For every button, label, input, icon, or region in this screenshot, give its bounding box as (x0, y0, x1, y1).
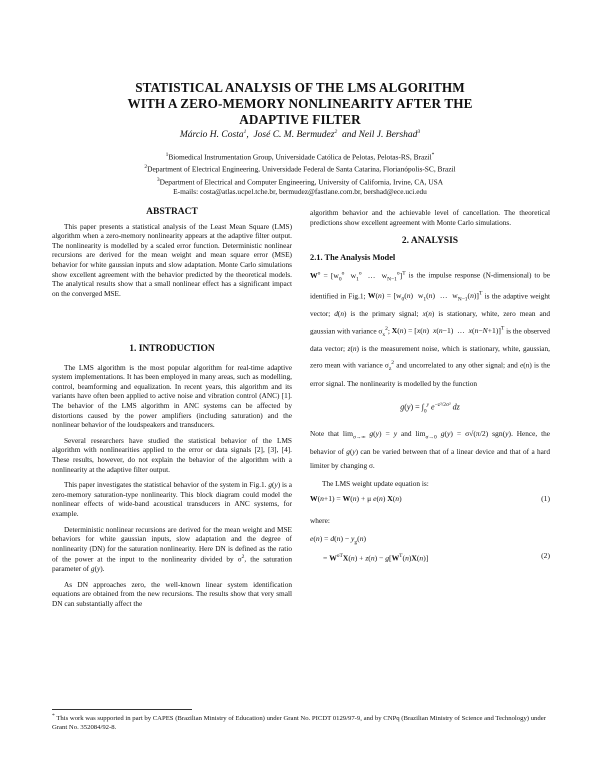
paper-title (60, 80, 540, 128)
footnote-rule (52, 709, 192, 710)
intro-section (52, 345, 292, 615)
analysis-heading: 2. ANALYSIS (401, 236, 459, 247)
intro-p4: Deterministic nonlinear recursions are derived for the mean weight and MSE behaviors for white gaussian inputs, slow adaptation and the degree of nonlinearity (DN) for the saturation nonlinearity. Here DN is defined as the ratio of the power at the input to the nonlinearity divided by $\sigma^2$, the saturation parameter of g(y). (52, 524, 292, 574)
model-description: $W^o = [w_0^o$ $w_1^o$ … $w_{N-1}^o]^T$ is the impulse response (N-dimensional) to be identified in Fig.1; $W(n) = [w_0(n)$ $w_1(n)$ … $w_{N-1}(n)]^T$ is the adaptive weight vector; d(n) is the primary signal; x(n) is stationary, white, zero mean and gaussian with variance $\sigma_x^2$; X(n) = [x(n) x(n−1) … x(n−N+1)]$^T$ is the observed data vector; z(n) is the measurement noise, which is stationary, white, gaussian, zero mean with variance $\sigma_z^2$ and uncorrelated to any other signal; and e(n) is the error signal. The nonlinearity is modelled by the function (310, 270, 551, 388)
where-label: where: (310, 516, 330, 526)
author-1-sup: 1 (243, 129, 247, 135)
author-2-sup: 2 (334, 129, 338, 135)
title-line-3: ADAPTIVE FILTER (239, 112, 361, 127)
intro-continuation: algorithm behavior and the achievable level of cancellation. The theoretical predictions show excellent agreement with Monte Carlo simulations. (310, 208, 550, 227)
affiliations (40, 150, 560, 197)
author-3: and Neil J. Bershad (341, 130, 418, 141)
abstract-heading: ABSTRACT (146, 207, 198, 217)
intro-heading: 1. INTRODUCTION (129, 344, 215, 354)
affiliation-1: $^1$Biomedical Instrumentation Group, Universidade Católica de Pelotas, Pelotas-RS, Brazil* (165, 152, 435, 162)
left-column (52, 208, 292, 304)
intro-p3: This paper investigates the statistical behavior of the system in Fig.1. g(y) is a zero-memory saturation-type nonlinearity. This block diagram could model the nonlinear effects of wide-band acoustical transducers in ANC systems, for example. (52, 480, 293, 518)
intro-p5: As DN approaches zero, the well-known linear system identification equations are obtained from the new recursions. The results show that very small DN can substantially affect the (52, 579, 292, 609)
update-intro: The LMS weight update equation is: (322, 478, 429, 488)
intro-p2: Several researchers have studied the statistical behavior of the LMS algorithm with nonlinearities applied to the error or data signals [2], [3], [4]. These results, however, do not explain the behavior of the algorithm with a nonlinearity at the adaptive filter output. (52, 435, 292, 474)
right-column (310, 208, 550, 566)
footnote: * This work was supported in part by CAPES (Brazilian Ministry of Education) under Grant No. PICDT 0129/97-9, and by CNPq (Brazilian Ministry of Science and Technology) under Grant No. 352084/92-8. (52, 713, 546, 732)
intro-p1: The LMS algorithm is the most popular algorithm for real-time adaptive system implementations. It has been employed in many areas, such as modelling, control, beamforming and equalization. In recent years, this algorithm and its variants have often been applied to active noise and vibration control (ANC) [1]. The behavior of the LMS algorithm in ANC systems can be affected by distortions caused by the power amplifiers (including saturation) and the nonlinear behavior of the loudspeakers and transducers. (52, 362, 292, 430)
affiliation-2: $^2$Department of Electrical Engineering, Universidade Federal de Santa Catarina, Florianópolis-SC, Brazil (144, 164, 456, 174)
author-2: José C. M. Bermudez (253, 130, 335, 141)
emails: E-mails: costa@atlas.ucpel.tche.br, bermudez@fastlane.com.br, bershad@ece.uci.edu (173, 187, 427, 197)
title-line-1: STATISTICAL ANALYSIS OF THE LMS ALGORITHM (135, 80, 465, 95)
equation-1: W(n+1) = W(n) + μ e(n) X(n) (1) (310, 494, 550, 504)
author-3-sup: 3 (417, 129, 421, 135)
limits-text: Note that $\lim_{\sigma\to\infty} g(y) = y$ and $\lim_{\sigma\to 0} g(y) = \sigma√(\pi/2)$ sgn(y). Hence, the behavior of g(y) can be varied between that of a linear device and that of a hard limiter by changing σ. (310, 429, 551, 470)
abstract-text: This paper presents a statistical analysis of the Least Mean Square (LMS) algorithm when a zero-memory nonlinearity appears at the adaptive filter output. The nonlinearity is modelled by a scaled error function. Deterministic nonlinear recursions are derived for the mean weight and mean square error (MSE) behavior for white gaussian inputs and slow adaptation. Monte Carlo simulations show excellent agreement with the behavior predicted by the theoretical models. The analytical results show that a small nonlinear effect has a significant impact on the converged MSE. (52, 221, 292, 298)
author-1: Márcio H. Costa (179, 130, 244, 141)
nonlinearity-equation: $g(y) = \int_0^y$ $e^{-z^2/2\sigma^2}$ dz (400, 402, 460, 415)
affiliation-3: $^3$Department of Electrical and Computer Engineering, University of California, Irvine, CA, USA (156, 176, 444, 187)
analysis-subheading: 2.1. The Analysis Model (310, 252, 396, 262)
title-line-2: WITH A ZERO-MEMORY NONLINEARITY AFTER THE (127, 96, 473, 111)
author-line: Márcio H. Costa$^1$, José C. M. Bermudez$^2$ and Neil J. Bershad$^3$ (179, 129, 421, 141)
equation-2: $e(n) = d(n) - y_g(n)$ = $W^{oT}X(n) + z(n) - g[W^T(n)X(n)]$ (2) (310, 533, 550, 563)
